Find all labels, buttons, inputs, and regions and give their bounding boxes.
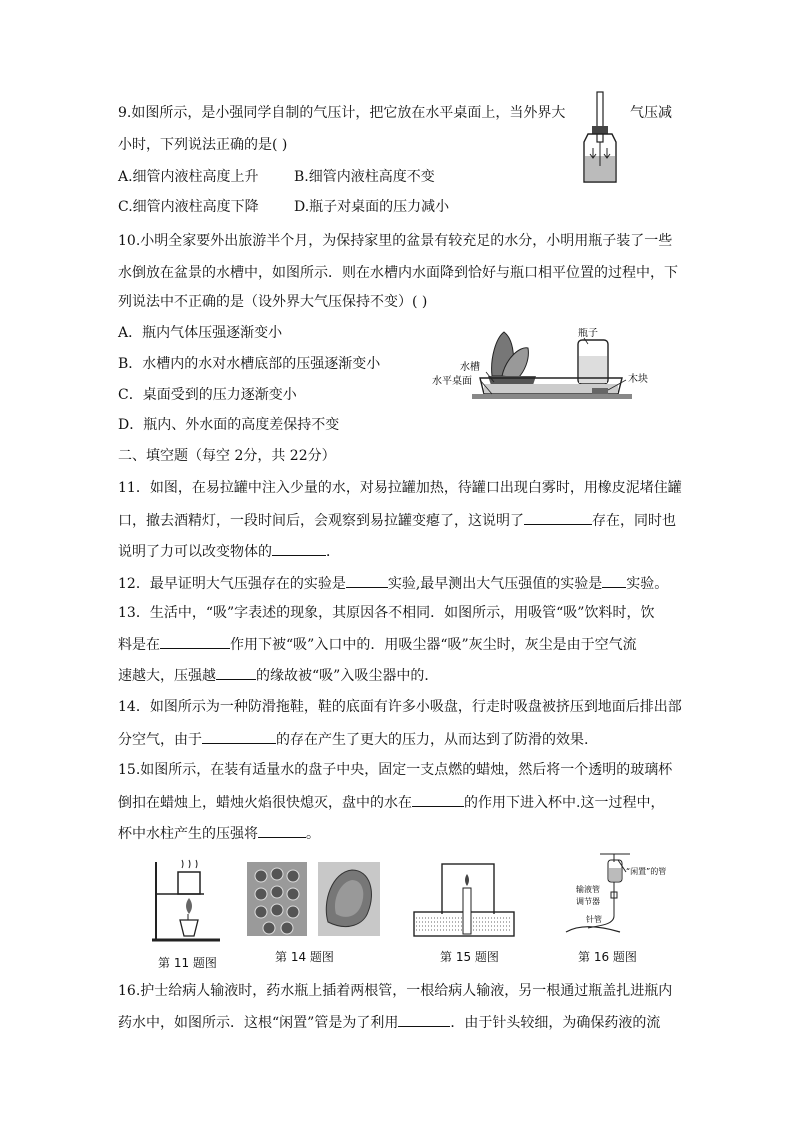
q11-line1: 11．如图，在易拉罐中注入少量的水，对易拉罐加热，待罐口出现白雾时，用橡皮泥堵住罐 bbox=[118, 480, 682, 496]
q10-option-a: A．瓶内气体压强逐渐变小 bbox=[118, 325, 283, 341]
bonsai-bottle-figure bbox=[432, 328, 654, 404]
q12-text-a: 12．最早证明大气压强存在的实验是 bbox=[118, 576, 346, 592]
q14-text-b: 的存在产生了更大的压力，从而达到了防滑的效果. bbox=[276, 732, 589, 748]
slipper-sole-figure bbox=[318, 862, 380, 936]
label-block: 木块 bbox=[628, 374, 648, 385]
q10-line1: 10.小明全家要外出旅游半个月，为保持家里的盆景有较充足的水分，小明用瓶子装了一些 bbox=[118, 233, 673, 249]
q13-line3 bbox=[118, 665, 438, 685]
q11-text-c: 说明了力可以改变物体的 bbox=[118, 544, 272, 560]
q9-line1 bbox=[118, 104, 565, 122]
q13-text-a: 料是在 bbox=[118, 637, 160, 653]
label-idle-tube: “闲置”的管 bbox=[626, 867, 667, 876]
q12-text-b: 实验,最早测出大气压强值的实验是 bbox=[387, 576, 603, 592]
q13-blank-2[interactable] bbox=[216, 665, 256, 680]
q9-line2: 小时，下列说法正确的是( ) bbox=[118, 137, 288, 153]
iv-drip-figure bbox=[560, 852, 670, 938]
caption-fig16: 第 16 题图 bbox=[578, 950, 637, 964]
q16-line2 bbox=[118, 1012, 660, 1032]
caption-fig14: 第 14 题图 bbox=[275, 950, 334, 964]
q16-line1: 16.护士给病人输液时，药水瓶上插着两根管，一根给病人输液，另一根通过瓶盖扎进瓶内 bbox=[118, 983, 673, 999]
q16-text-b: ．由于针头较细，为确保药液的流 bbox=[450, 1015, 661, 1031]
q15-blank-2[interactable] bbox=[258, 823, 306, 838]
q11-text-b: 存在，同时也 bbox=[592, 513, 676, 529]
q11-text-d: ． bbox=[326, 544, 340, 560]
label-desk: 水平桌面 bbox=[432, 376, 472, 387]
q13-line2 bbox=[118, 634, 637, 654]
q12-blank-1[interactable] bbox=[346, 573, 388, 588]
q12-text-c: 实验。 bbox=[626, 576, 669, 592]
q15-text-c: 杯中水柱产生的压强将 bbox=[118, 826, 258, 842]
candle-glass-figure bbox=[412, 862, 516, 938]
q9-option-c: C.细管内液柱高度下降 bbox=[118, 199, 259, 215]
slipper-suction-figure bbox=[247, 862, 307, 936]
q15-line3 bbox=[118, 823, 320, 843]
q11-line2 bbox=[118, 510, 676, 530]
q11-text-a: 口，撤去酒精灯，一段时间后，会观察到易拉罐变瘪了，这说明了 bbox=[118, 513, 524, 529]
q15-text-d: 。 bbox=[306, 826, 320, 842]
caption-fig11: 第 11 题图 bbox=[158, 956, 217, 970]
label-tube: 输液管 bbox=[576, 885, 600, 894]
q15-text-b: 的作用下进入杯中.这一过程中， bbox=[464, 795, 665, 811]
q9-option-a: A.细管内液柱高度上升 bbox=[118, 169, 259, 185]
q10-option-d: D．瓶内、外水面的高度差保持不变 bbox=[118, 417, 340, 433]
q15-line2 bbox=[118, 792, 664, 812]
can-heating-figure bbox=[150, 858, 222, 944]
q10-line3: 列说法中不正确的是（设外界大气压保持不变）( ) bbox=[118, 294, 428, 310]
q13-line1: 13．生活中，“吸”字表述的现象，其原因各不相同．如图所示，用吸管“吸”饮料时，饮 bbox=[118, 605, 655, 621]
q9-line1-tail: 气压减 bbox=[630, 105, 672, 121]
q15-line1: 15.如图所示，在装有适量水的盘子中央，固定一支点燃的蜡烛，然后将一个透明的玻璃杯 bbox=[118, 762, 673, 778]
q11-blank-2[interactable] bbox=[272, 541, 326, 556]
q14-line1: 14．如图所示为一种防滑拖鞋，鞋的底面有许多小吸盘，行走时吸盘被挤压到地面后排出部 bbox=[118, 699, 682, 715]
q13-text-d: 的缘故被“吸”入吸尘器中的． bbox=[256, 668, 439, 684]
q11-line3 bbox=[118, 541, 340, 561]
q9-text-a: 9.如图所示，是小强同学自制的气压计，把它放在水平桌面上，当外界大 bbox=[118, 105, 566, 121]
label-needle: 针管 bbox=[586, 915, 602, 924]
q9-option-d: D.瓶子对桌面的压力减小 bbox=[294, 199, 450, 215]
q14-line2 bbox=[118, 729, 588, 749]
label-bottle: 瓶子 bbox=[578, 328, 598, 339]
q15-blank-1[interactable] bbox=[412, 792, 464, 807]
q13-text-b: 作用下被“吸”入口中的．用吸尘器“吸”灰尘时，灰尘是由于空气流 bbox=[230, 637, 637, 653]
q10-option-c: C．桌面受到的压力逐渐变小 bbox=[118, 387, 297, 403]
q10-option-b: B．水槽内的水对水槽底部的压强逐渐变小 bbox=[118, 356, 381, 372]
q10-line2: 水倒放在盆景的水槽中，如图所示．则在水槽内水面降到恰好与瓶口相平位置的过程中，下 bbox=[118, 265, 678, 281]
q14-text-a: 分空气，由于 bbox=[118, 732, 202, 748]
q14-blank-1[interactable] bbox=[202, 729, 276, 744]
label-regulator: 调节器 bbox=[576, 897, 600, 906]
q16-text-a: 药水中，如图所示．这根“闲置”管是为了利用 bbox=[118, 1015, 399, 1031]
q15-text-a: 倒扣在蜡烛上，蜡烛火焰很快熄灭，盘中的水在 bbox=[118, 795, 412, 811]
q12-blank-2[interactable] bbox=[602, 573, 626, 588]
caption-fig15: 第 15 题图 bbox=[440, 950, 499, 964]
section-heading: 二、填空题（每空 2分，共 22分） bbox=[118, 448, 336, 464]
q12-line bbox=[118, 573, 668, 593]
label-trough: 水槽 bbox=[460, 362, 480, 373]
q13-blank-1[interactable] bbox=[160, 634, 230, 649]
q9-option-b: B.细管内液柱高度不变 bbox=[294, 169, 435, 185]
q13-text-c: 速越大，压强越 bbox=[118, 668, 216, 684]
q16-blank-1[interactable] bbox=[398, 1012, 450, 1027]
q11-blank-1[interactable] bbox=[524, 510, 592, 525]
barometer-figure bbox=[578, 90, 624, 186]
